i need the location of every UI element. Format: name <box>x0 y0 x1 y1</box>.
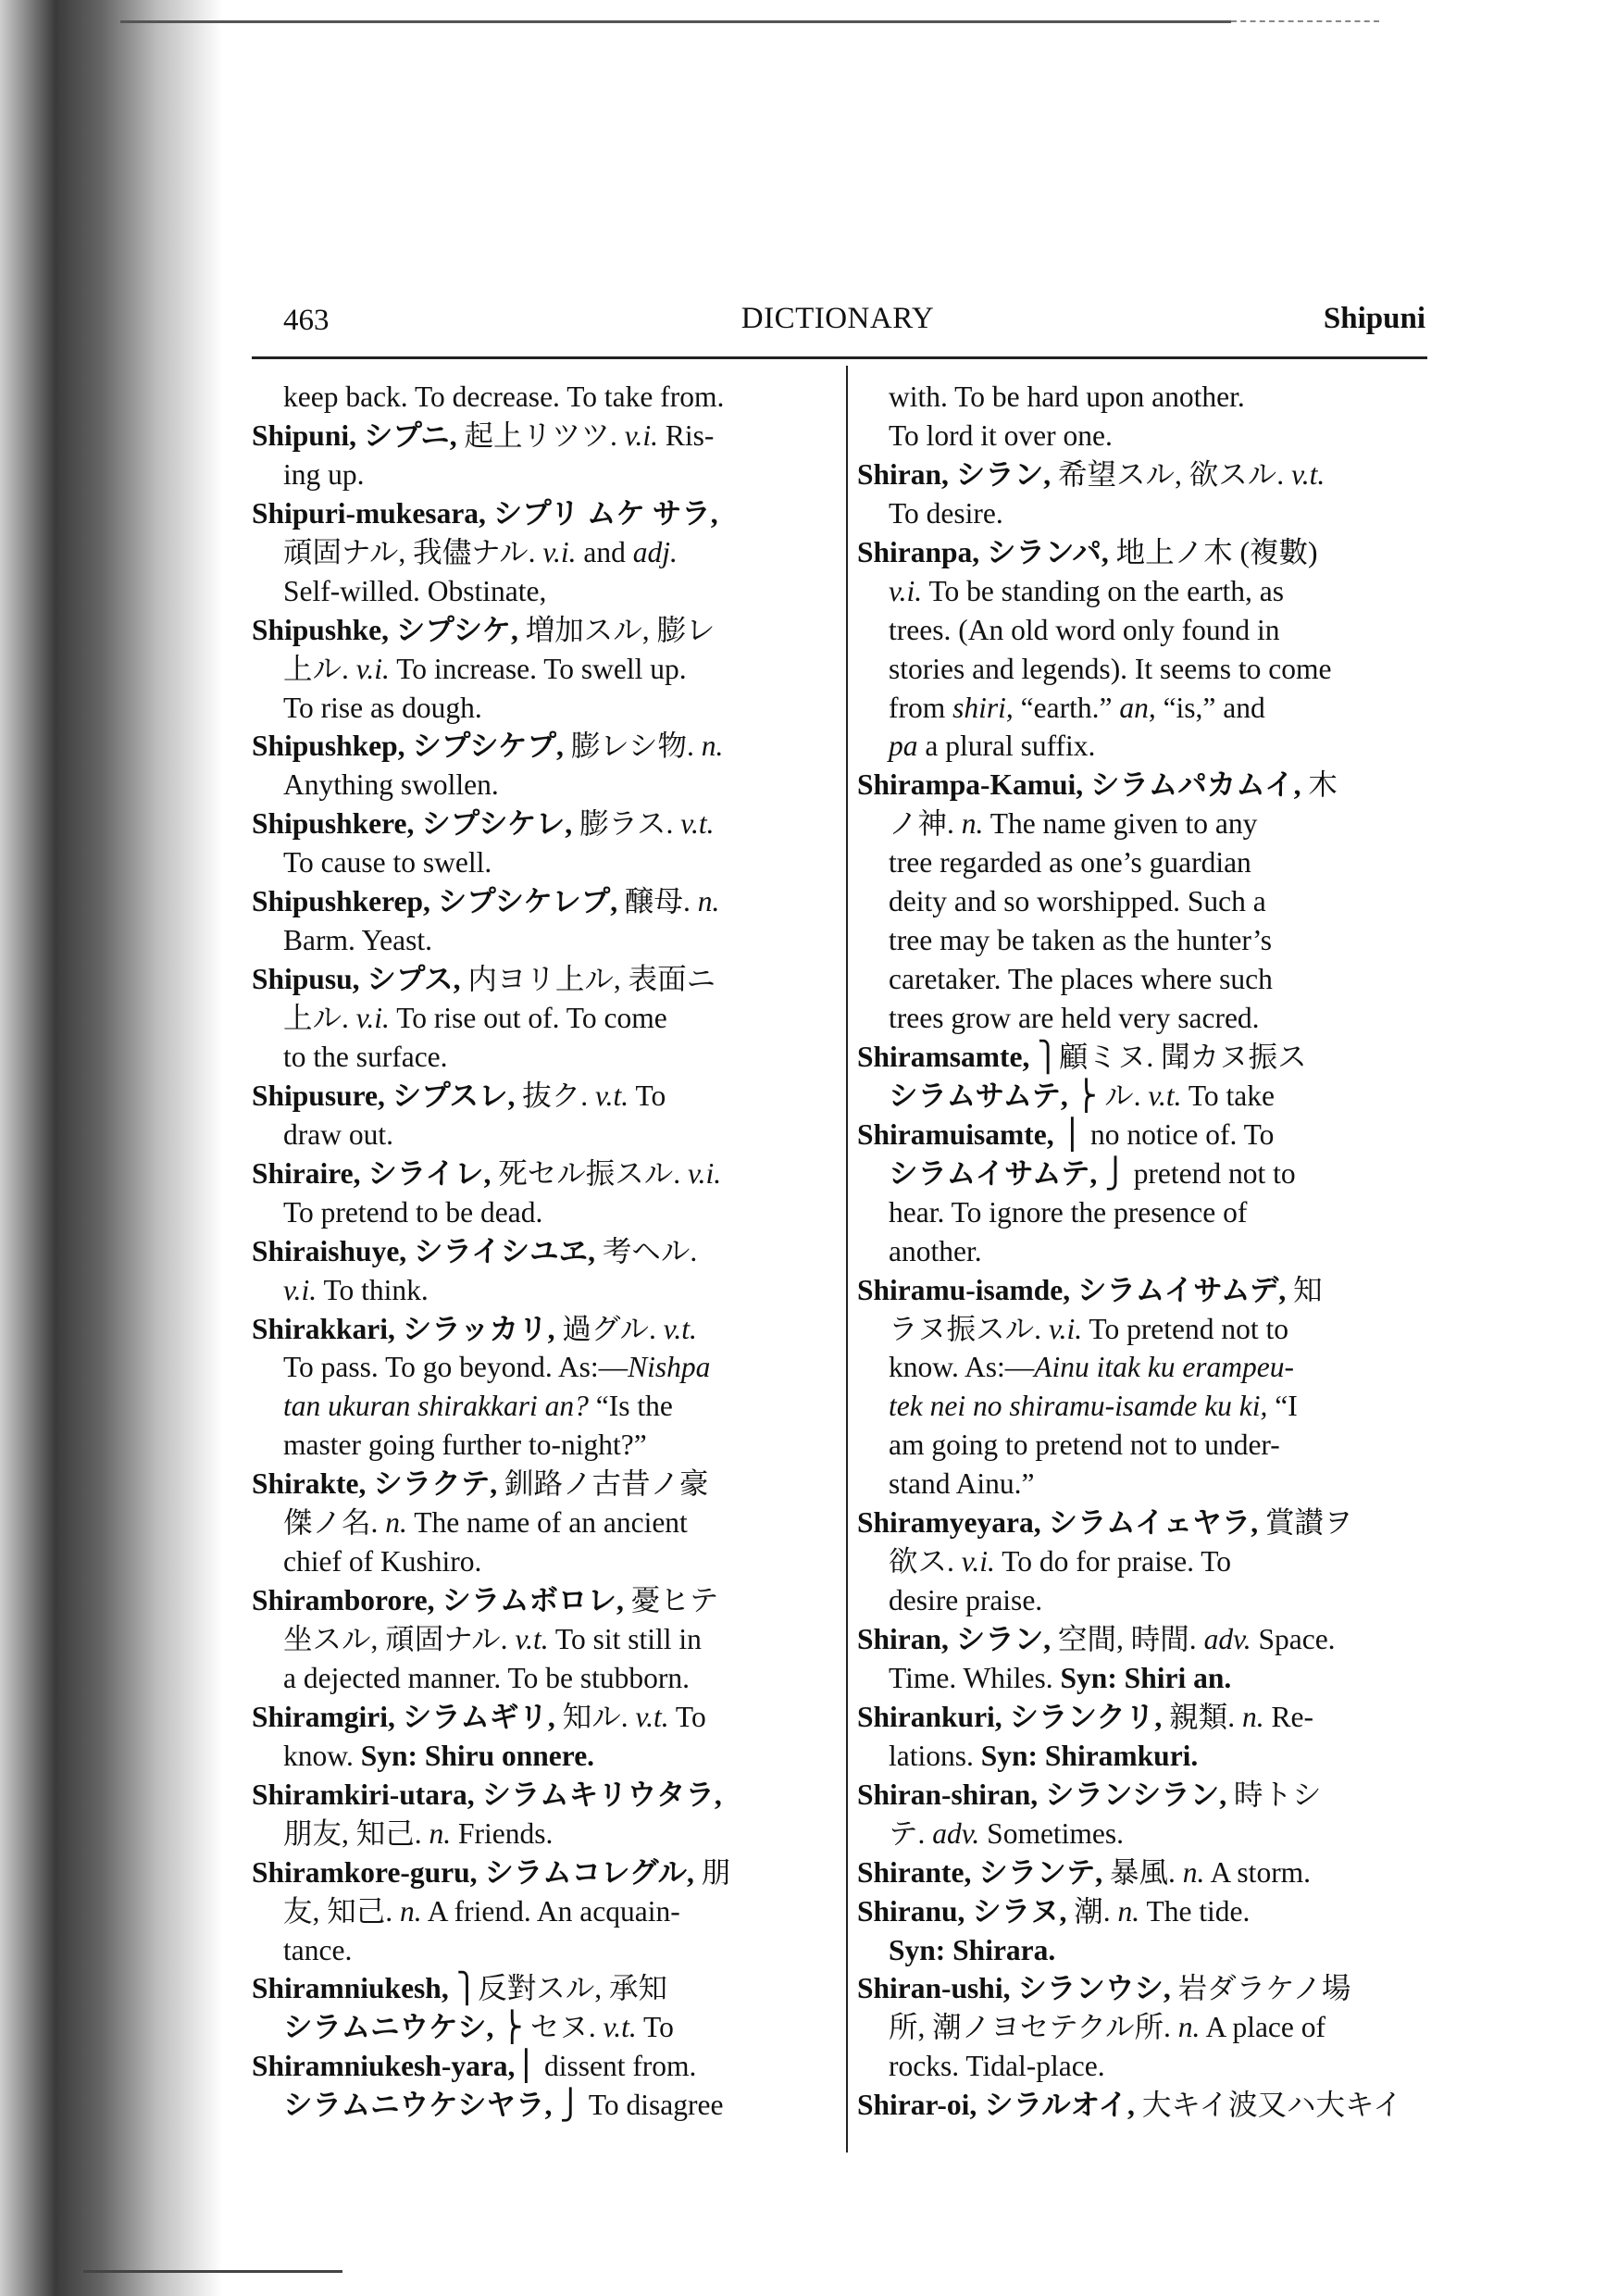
definition-text: 朋 <box>693 1855 731 1889</box>
definition-text: desire praise. <box>889 1584 1043 1617</box>
definition-text: ⎭ pretend not to <box>1097 1156 1296 1190</box>
dictionary-line <box>857 1387 1431 1426</box>
italic-text: adj. <box>632 535 678 568</box>
column-divider <box>846 366 848 2152</box>
dictionary-line <box>857 843 1431 882</box>
definition-text: To be standing on the earth, as <box>922 574 1285 607</box>
dictionary-line <box>857 455 1431 494</box>
definition-text: 時トシ <box>1226 1778 1322 1811</box>
definition-text: 知 <box>1286 1273 1323 1306</box>
dictionary-line <box>252 1038 826 1077</box>
headword-text: Shirakkari, シラッカリ, <box>252 1312 555 1345</box>
dictionary-line <box>252 1969 826 2008</box>
dictionary-line <box>252 999 826 1038</box>
dictionary-line <box>857 805 1431 843</box>
dictionary-line <box>857 572 1431 611</box>
definition-text: caretaker. The places where such <box>889 963 1273 996</box>
definition-text: To think. <box>317 1273 429 1306</box>
dictionary-line <box>857 2086 1431 2125</box>
dictionary-line <box>252 882 826 921</box>
headword-text: Shiramgiri, シラムギリ, <box>252 1700 555 1733</box>
headword-text: Shiranpa, シランパ, <box>857 535 1109 568</box>
scan-top-edge-line-dashed <box>1231 20 1379 24</box>
definition-text: chief of Kushiro. <box>283 1545 482 1578</box>
dictionary-line <box>857 1931 1431 1970</box>
definition-text: To lord it over one. <box>889 418 1113 452</box>
italic-text: v.i. <box>542 535 577 568</box>
italic-text: v.t. <box>1291 457 1326 491</box>
italic-text: v.t. <box>603 2011 637 2044</box>
italic-text: v.t. <box>680 807 715 841</box>
italic-text: v.t. <box>595 1079 629 1112</box>
italic-text: n. <box>1117 1894 1140 1928</box>
headword-text: Shiraire, シライレ, <box>252 1156 492 1190</box>
dictionary-line <box>252 1193 826 1232</box>
definition-text: The name of an ancient <box>406 1506 688 1540</box>
definition-text: to the surface. <box>283 1040 448 1073</box>
definition-text: 内ヨリ上ル, 表面ニ <box>460 963 716 996</box>
definition-text: ⎫反對スル, 承知 <box>448 1972 667 2005</box>
dictionary-line <box>252 843 826 882</box>
dictionary-line <box>857 1232 1431 1271</box>
definition-text: To take <box>1181 1079 1275 1112</box>
headword-text: Shiran, シラン, <box>857 457 1052 491</box>
dictionary-line <box>252 1232 826 1271</box>
definition-text: The tide. <box>1139 1894 1251 1928</box>
dictionary-line <box>252 1776 826 1815</box>
definition-text: master going further to-night?” <box>283 1429 647 1462</box>
italic-text: n. <box>1182 1855 1205 1889</box>
dictionary-line <box>857 921 1431 960</box>
dictionary-line <box>857 999 1431 1038</box>
headword-text: Shiramyeyara, シラムイェヤラ, <box>857 1506 1259 1540</box>
dictionary-line <box>252 572 826 611</box>
headword-text: Shipusure, シプスレ, <box>252 1079 516 1112</box>
definition-text: To desire. <box>889 496 1003 530</box>
running-header <box>250 298 1425 344</box>
dictionary-line <box>857 1038 1431 1077</box>
definition-text: stand Ainu.” <box>889 1467 1035 1501</box>
definition-text: Space. <box>1251 1623 1336 1655</box>
definition-text: 木 <box>1301 768 1338 802</box>
headword-text: Shiraishuye, シライシユヱ, <box>252 1234 595 1267</box>
definition-text: lations. <box>889 1739 981 1772</box>
definition-text: To rise out of. To come <box>389 1002 667 1034</box>
headword-text: Syn: Shiramkuri. <box>980 1739 1199 1772</box>
dictionary-line <box>857 1892 1431 1931</box>
headword-text: Shipushke, シプシケ, <box>252 613 518 646</box>
definition-text: A storm. <box>1204 1855 1312 1889</box>
dictionary-line <box>252 1542 826 1581</box>
dictionary-line <box>857 1776 1431 1815</box>
italic-text: v.t. <box>635 1700 669 1733</box>
dictionary-line <box>252 689 826 728</box>
headword-text: Shiramborore, シラムボロレ, <box>252 1584 624 1617</box>
dictionary-line <box>252 1659 826 1698</box>
definition-text: deity and so worshipped. Such a <box>889 885 1266 918</box>
scan-binding-shadow <box>0 0 222 2296</box>
definition-text: 暴風. <box>1102 1855 1183 1889</box>
definition-text: Anything swollen. <box>283 768 499 802</box>
headword-text: Syn: Shiru onnere. <box>360 1739 595 1772</box>
dictionary-line <box>857 689 1431 728</box>
definition-text: ing up. <box>283 457 365 491</box>
italic-text: v.t. <box>663 1312 697 1345</box>
definition-text: 抜ク. <box>515 1079 596 1112</box>
definition-text: 潮. <box>1066 1894 1118 1928</box>
definition-text: To cause to swell. <box>283 846 492 880</box>
dictionary-line <box>857 1348 1431 1387</box>
dictionary-line <box>857 533 1431 572</box>
headword-text: Shiramkiri-utara, シラムキリウタラ, <box>252 1778 722 1811</box>
definition-text: 膨ラス. <box>572 807 681 841</box>
definition-text: Friends. <box>451 1816 554 1850</box>
definition-text: ⎭ To disagree <box>552 2089 724 2122</box>
dictionary-line <box>252 494 826 533</box>
dictionary-line <box>857 1659 1431 1698</box>
dictionary-line <box>857 1737 1431 1776</box>
headword-text: Shirante, シランテ, <box>857 1855 1103 1889</box>
definition-text: rocks. Tidal-place. <box>889 2050 1105 2083</box>
italic-text: v.t. <box>1148 1079 1182 1112</box>
dictionary-line <box>857 2008 1431 2047</box>
italic-text: n. <box>1241 1700 1264 1733</box>
headword-text: シラムサムテ, <box>889 1079 1068 1112</box>
dictionary-line <box>252 1504 826 1542</box>
definition-text: Sometimes. <box>979 1816 1125 1850</box>
dictionary-line <box>252 1465 826 1504</box>
italic-text: n. <box>701 730 724 763</box>
definition-text: “is,” and <box>1155 691 1265 724</box>
definition-text: ⎪ no notice of. To <box>1053 1117 1275 1151</box>
definition-text: ⎫顧ミヌ. 聞カヌ振ス <box>1029 1040 1307 1073</box>
dictionary-line <box>252 1853 826 1892</box>
italic-text: pa <box>889 730 918 763</box>
definition-text: a plural suffix. <box>917 730 1096 763</box>
dictionary-line <box>857 1426 1431 1465</box>
definition-text: ⎬ セヌ. <box>493 2011 604 2044</box>
definition-text: 釧路ノ古昔ノ豪 <box>497 1467 709 1501</box>
definition-text: 上ル. <box>283 1002 356 1034</box>
definition-text: 膨レシ物. <box>563 730 702 763</box>
dictionary-line <box>857 1581 1431 1620</box>
dictionary-line <box>252 1581 826 1620</box>
italic-text: v.i. <box>688 1156 722 1190</box>
dictionary-line <box>857 1620 1431 1659</box>
dictionary-line <box>857 650 1431 689</box>
dictionary-line <box>252 1931 826 1970</box>
definition-text: 大キイ波又ハ大キイ <box>1134 2089 1402 2122</box>
dictionary-line <box>857 1853 1431 1892</box>
italic-text: v.t. <box>515 1623 549 1655</box>
definition-text: The name given to any <box>983 807 1258 841</box>
headword-text: Shipusu, シプス, <box>252 963 461 996</box>
headword-text: Shiran-shiran, シランシラン, <box>857 1778 1227 1811</box>
italic-text: v.i. <box>355 1002 390 1034</box>
headword-text: Shiramu-isamde, シラムイサムデ, <box>857 1273 1287 1306</box>
left-column <box>252 378 826 2125</box>
headword-text: シラムニウケシヤラ, <box>283 2089 553 2122</box>
dictionary-line <box>252 1892 826 1931</box>
dictionary-line <box>857 378 1431 417</box>
right-column <box>857 378 1431 2125</box>
headword-text: Shirakte, シラクテ, <box>252 1467 498 1501</box>
definition-text: To pretend to be dead. <box>283 1195 543 1229</box>
italic-text: n. <box>697 885 720 918</box>
italic-text: v.i. <box>961 1545 995 1578</box>
dictionary-line <box>252 2086 826 2125</box>
definition-text: 坐スル, 頑固ナル. <box>283 1623 516 1655</box>
definition-text: To pretend not to <box>1082 1312 1289 1345</box>
definition-text: “Is the <box>588 1390 673 1423</box>
dictionary-line <box>252 1815 826 1853</box>
definition-text: 上ル. <box>283 652 356 685</box>
definition-text: tree regarded as one’s guardian <box>889 846 1251 880</box>
definition-text: 増加スル, 膨レ <box>517 613 716 646</box>
definition-text: trees grow are held very sacred. <box>889 1002 1260 1034</box>
italic-text: Nishpa <box>628 1351 711 1384</box>
headword-text: Syn: Shiri an. <box>1060 1661 1232 1694</box>
dictionary-line <box>252 2008 826 2047</box>
definition-text: and <box>576 535 633 568</box>
italic-text: v.i. <box>355 652 390 685</box>
dictionary-line <box>252 805 826 843</box>
definition-text: ⎪ dissent from. <box>515 2050 697 2083</box>
definition-text: 所, 潮ノヨセテクル所. <box>889 2011 1178 2044</box>
dictionary-line <box>252 417 826 455</box>
italic-text: v.i. <box>889 574 923 607</box>
page-number: 463 <box>283 304 330 337</box>
italic-text: shiri, <box>952 691 1014 724</box>
definition-text: 頑固ナル, 我儘ナル. <box>283 535 543 568</box>
headword-text: Shiramsamte, <box>857 1040 1030 1073</box>
dictionary-line <box>857 882 1431 921</box>
guide-word: Shipuni <box>1323 302 1425 335</box>
dictionary-line <box>857 1154 1431 1193</box>
definition-text: Self-willed. Obstinate, <box>283 574 547 607</box>
headword-text: Shipushkere, シプシケレ, <box>252 807 573 841</box>
headword-text: Shipuri-mukesara, シプリ ムケ サラ, <box>252 496 718 530</box>
headword-text: Shirankuri, シランクリ, <box>857 1700 1163 1733</box>
definition-text: Time. Whiles. <box>889 1661 1061 1694</box>
italic-text: n. <box>429 1816 452 1850</box>
scan-top-edge-line <box>120 20 1231 23</box>
definition-text: A place of <box>1200 2011 1326 2044</box>
definition-text: tree may be taken as the hunter’s <box>889 924 1273 957</box>
definition-text: 考ヘル. <box>594 1234 698 1267</box>
definition-text: 賞讃ヲ <box>1258 1506 1353 1540</box>
definition-text: from <box>889 691 953 724</box>
definition-text: tance. <box>283 1933 353 1966</box>
dictionary-line <box>252 766 826 805</box>
italic-text: tan ukuran shirakkari an? <box>283 1390 589 1423</box>
definition-text: 傑ノ名. <box>283 1506 386 1540</box>
definition-text: 知ル. <box>554 1700 636 1733</box>
definition-text: stories and legends). It seems to come <box>889 652 1332 685</box>
dictionary-line <box>252 1116 826 1154</box>
headword-text: Shirampa-Kamui, シラムパカムイ, <box>857 768 1301 802</box>
dictionary-line <box>252 1271 826 1310</box>
definition-text: ラヌ振スル. <box>889 1312 1049 1345</box>
definition-text: A friend. An acquain- <box>421 1894 680 1928</box>
italic-text: n. <box>385 1506 407 1540</box>
italic-text: n. <box>961 807 984 841</box>
definition-text: 死セル振スル. <box>491 1156 688 1190</box>
dictionary-line <box>857 1815 1431 1853</box>
definition-text: 地上ノ木 (複數) <box>1108 535 1318 568</box>
dictionary-line <box>252 455 826 494</box>
italic-text: adv. <box>1203 1623 1251 1655</box>
definition-text: 空間, 時間. <box>1051 1623 1204 1655</box>
headword-text: Shiramuisamte, <box>857 1117 1054 1151</box>
definition-text: 醸母. <box>617 885 698 918</box>
headword-text: Shiran, シラン, <box>857 1623 1052 1655</box>
dictionary-line <box>857 417 1431 455</box>
dictionary-line <box>252 2047 826 2086</box>
headword-text: Syn: Shirara. <box>889 1933 1056 1966</box>
definition-text: 過グル. <box>554 1312 664 1345</box>
dictionary-line <box>252 1737 826 1776</box>
headword-text: Shiranu, シラヌ, <box>857 1894 1067 1928</box>
definition-text: a dejected manner. To be stubborn. <box>283 1661 690 1694</box>
definition-text: To <box>668 1700 706 1733</box>
dictionary-line <box>252 1387 826 1426</box>
header-rule <box>252 356 1427 359</box>
definition-text: ノ神. <box>889 807 962 841</box>
headword-text: Shiramniukesh, <box>252 1972 449 2005</box>
definition-text: Ris- <box>657 418 715 452</box>
dictionary-line <box>252 1426 826 1465</box>
italic-text: Ainu itak ku erampeu- <box>1034 1351 1295 1384</box>
dictionary-line <box>252 378 826 417</box>
dictionary-line <box>857 766 1431 805</box>
dictionary-line <box>252 921 826 960</box>
dictionary-line <box>252 960 826 999</box>
definition-text: 欲ス. <box>889 1545 962 1578</box>
italic-text: an, <box>1119 691 1156 724</box>
definition-text: 憂ヒテ <box>623 1584 719 1617</box>
scan-bottom-edge-line <box>83 2270 342 2273</box>
definition-text: 希望スル, 欲スル. <box>1051 457 1292 491</box>
headword-text: シラムイサムテ, <box>889 1156 1098 1190</box>
definition-text: another. <box>889 1234 982 1267</box>
dictionary-line <box>252 1077 826 1116</box>
definition-text: ⎬ ル. <box>1067 1079 1149 1112</box>
definition-text: know. <box>283 1739 361 1772</box>
definition-text: hear. To ignore the presence of <box>889 1195 1248 1229</box>
definition-text: Barm. Yeast. <box>283 924 433 957</box>
headword-text: Shiran-ushi, シランウシ, <box>857 1972 1171 2005</box>
definition-text: To pass. To go beyond. As:— <box>283 1351 629 1384</box>
italic-text: tek nei no shiramu-isamde ku ki, <box>889 1390 1268 1423</box>
headword-text: Shiramkore-guru, シラムコレグル, <box>252 1855 694 1889</box>
dictionary-line <box>857 1698 1431 1737</box>
dictionary-line <box>857 1310 1431 1349</box>
running-title: DICTIONARY <box>741 302 935 335</box>
italic-text: n. <box>1177 2011 1201 2044</box>
definition-text: “earth.” <box>1013 691 1120 724</box>
definition-text: To rise as dough. <box>283 691 482 724</box>
definition-text: keep back. To decrease. To take from. <box>283 381 725 413</box>
dictionary-line <box>857 1542 1431 1581</box>
definition-text: 朋友, 知己. <box>283 1816 429 1850</box>
dictionary-line <box>857 1077 1431 1116</box>
headword-text: Shirar-oi, シラルオイ, <box>857 2089 1135 2122</box>
dictionary-line <box>857 1504 1431 1542</box>
dictionary-line <box>252 1698 826 1737</box>
definition-text: am going to pretend not to under- <box>889 1429 1280 1462</box>
definition-text: 岩ダラケノ場 <box>1170 1972 1351 2005</box>
definition-text: 起上リツツ. <box>456 418 625 452</box>
dictionary-line <box>252 611 826 650</box>
definition-text: with. To be hard upon another. <box>889 381 1245 413</box>
definition-text: trees. (An old word only found in <box>889 613 1280 646</box>
dictionary-line <box>857 727 1431 766</box>
dictionary-line <box>252 650 826 689</box>
headword-text: Shiramniukesh-yara, <box>252 2050 516 2083</box>
definition-text: To sit still in <box>548 1623 702 1655</box>
definition-text: To do for praise. To <box>994 1545 1232 1578</box>
definition-text: To <box>629 1079 666 1112</box>
dictionary-line <box>857 494 1431 533</box>
headword-text: シラムニウケシ, <box>283 2011 494 2044</box>
italic-text: v.i. <box>624 418 658 452</box>
italic-text: adv. <box>932 1816 980 1850</box>
definition-text: Re- <box>1263 1700 1313 1733</box>
definition-text: 親類. <box>1162 1700 1242 1733</box>
dictionary-line <box>857 1969 1431 2008</box>
dictionary-line <box>252 1348 826 1387</box>
dictionary-line <box>252 533 826 572</box>
definition-text: know. As:— <box>889 1351 1035 1384</box>
dictionary-line <box>857 611 1431 650</box>
definition-text: “I <box>1267 1390 1298 1423</box>
headword-text: Shipuni, シプニ, <box>252 418 457 452</box>
dictionary-line <box>857 960 1431 999</box>
dictionary-line <box>857 1465 1431 1504</box>
definition-text: To <box>636 2011 674 2044</box>
definition-text: draw out. <box>283 1117 393 1151</box>
dictionary-line <box>857 2047 1431 2086</box>
definition-text: テ. <box>889 1816 933 1850</box>
headword-text: Shipushkep, シプシケプ, <box>252 730 564 763</box>
dictionary-line <box>252 1620 826 1659</box>
dictionary-line <box>857 1271 1431 1310</box>
dictionary-line <box>857 1193 1431 1232</box>
dictionary-line <box>857 1116 1431 1154</box>
dictionary-line <box>252 1154 826 1193</box>
definition-text: 友, 知己. <box>283 1894 401 1928</box>
italic-text: v.i. <box>1048 1312 1083 1345</box>
headword-text: Shipushkerep, シプシケレプ, <box>252 885 618 918</box>
italic-text: v.i. <box>283 1273 317 1306</box>
dictionary-line <box>252 1310 826 1349</box>
dictionary-line <box>252 727 826 766</box>
definition-text: To increase. To swell up. <box>389 652 687 685</box>
italic-text: n. <box>400 1894 422 1928</box>
